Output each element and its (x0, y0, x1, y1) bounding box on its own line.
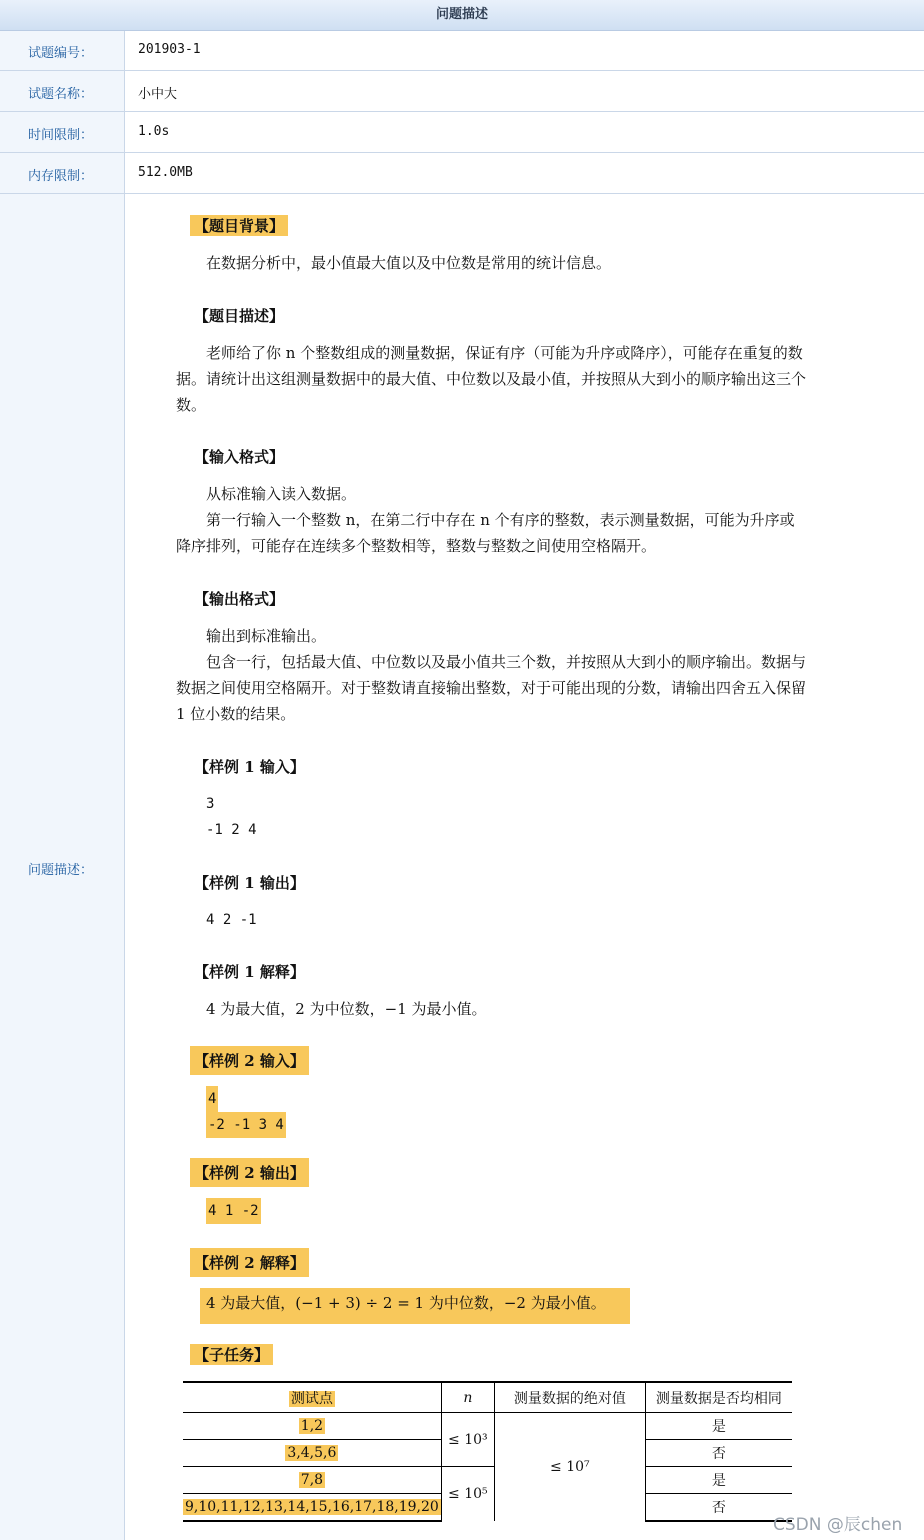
sample2-explanation-text: 4 为最大值，(−1 + 3) ÷ 2 = 1 为中位数，−2 为最小值。 (200, 1288, 630, 1324)
sample1-output-code (206, 907, 257, 933)
time-limit-label: 时间限制： (28, 128, 94, 143)
sample2-output-title: 【样例 2 输出】 (190, 1158, 309, 1187)
problem-id-value: 201903-1 (138, 42, 201, 57)
code-line: 4 (206, 1086, 218, 1112)
memory-limit-value: 512.0MB (138, 165, 193, 180)
sample1-input-title: 【样例 1 输入】 (194, 758, 305, 776)
column-header: 测量数据的绝对值 (494, 1382, 645, 1413)
all-same-cell: 是 (645, 1467, 792, 1494)
column-header: 测量数据是否均相同 (645, 1382, 792, 1413)
code-line: 4 2 -1 (206, 912, 257, 928)
row-divider (0, 111, 924, 112)
problem-id-label: 试题编号： (28, 46, 94, 61)
column-header: n (441, 1382, 494, 1413)
all-same-cell: 否 (645, 1440, 792, 1467)
table-row (183, 1467, 792, 1494)
panel-title: 问题描述 (0, 0, 924, 31)
table-row (183, 1413, 792, 1440)
output-format-title: 【输出格式】 (194, 590, 285, 608)
sample1-explanation-title: 【样例 1 解释】 (194, 963, 305, 981)
subtask-title: 【子任务】 (190, 1344, 273, 1365)
all-same-cell: 否 (645, 1494, 792, 1522)
table-header-row (183, 1382, 792, 1413)
n-range-cell: ≤ 10³ (441, 1413, 494, 1467)
sample2-input-code (206, 1086, 286, 1138)
output-format-text-2: 包含一行，包括最大值、中位数以及最小值共三个数，并按照从大到小的顺序输出。数据与数据之间使用空格隔开。对于整数请直接输出整数，对于可能出现的分数，请输出四舍五入保留 1 位小数的结果。 (176, 653, 807, 723)
test-points-cell: 9,10,11,12,13,14,15,16,17,18,19,20 (185, 1499, 439, 1515)
problem-name-label: 试题名称： (28, 87, 94, 102)
test-points-cell: 1,2 (300, 1418, 324, 1434)
sample2-output-code (206, 1198, 261, 1224)
description-title: 【题目描述】 (194, 307, 285, 325)
test-points-cell: 3,4,5,6 (287, 1445, 337, 1461)
watermark: CSDN @辰chen (773, 1515, 903, 1535)
abs-value-cell: ≤ 10⁷ (494, 1413, 645, 1522)
memory-limit-label: 内存限制： (28, 169, 94, 184)
n-range-cell: ≤ 10⁵ (441, 1467, 494, 1522)
code-line: 3 (206, 796, 215, 812)
code-line: 4 1 -2 (206, 1198, 261, 1224)
input-format-text-1: 从标准输入读入数据。 (206, 485, 357, 503)
sample1-input-code (206, 791, 257, 843)
background-title: 【题目背景】 (190, 215, 288, 236)
code-line: -1 2 4 (206, 822, 257, 838)
code-line: -2 -1 3 4 (206, 1112, 286, 1138)
test-points-cell: 7,8 (300, 1472, 324, 1488)
output-format-text-1: 输出到标准输出。 (206, 627, 327, 645)
problem-description-label: 问题描述： (28, 863, 94, 878)
input-format-text-2: 第一行输入一个整数 n，在第二行中存在 n 个有序的整数，表示测量数据，可能为升序或降序排列，可能存在连续多个整数相等，整数与整数之间使用空格隔开。 (176, 511, 795, 555)
time-limit-value: 1.0s (138, 124, 170, 139)
row-divider (0, 70, 924, 71)
sample1-explanation-text: 4 为最大值，2 为中位数，−1 为最小值。 (206, 1000, 487, 1018)
input-format-title: 【输入格式】 (194, 448, 285, 466)
all-same-cell: 是 (645, 1413, 792, 1440)
description-text: 老师给了你 n 个整数组成的测量数据，保证有序（可能为升序或降序），可能存在重复的数据。请统计出这组测量数据中的最大值、中位数以及最小值，并按照从大到小的顺序输出这三个数。 (176, 344, 807, 414)
row-divider (0, 193, 924, 194)
problem-name-value: 小中大 (138, 87, 178, 102)
sample2-input-title: 【样例 2 输入】 (190, 1046, 309, 1075)
background-text: 在数据分析中，最小值最大值以及中位数是常用的统计信息。 (206, 254, 612, 272)
sample2-explanation-title: 【样例 2 解释】 (190, 1248, 309, 1277)
sample1-output-title: 【样例 1 输出】 (194, 874, 305, 892)
label-column (0, 31, 125, 1540)
row-divider (0, 152, 924, 153)
column-header: 测试点 (290, 1390, 333, 1407)
subtask-table (183, 1381, 792, 1522)
